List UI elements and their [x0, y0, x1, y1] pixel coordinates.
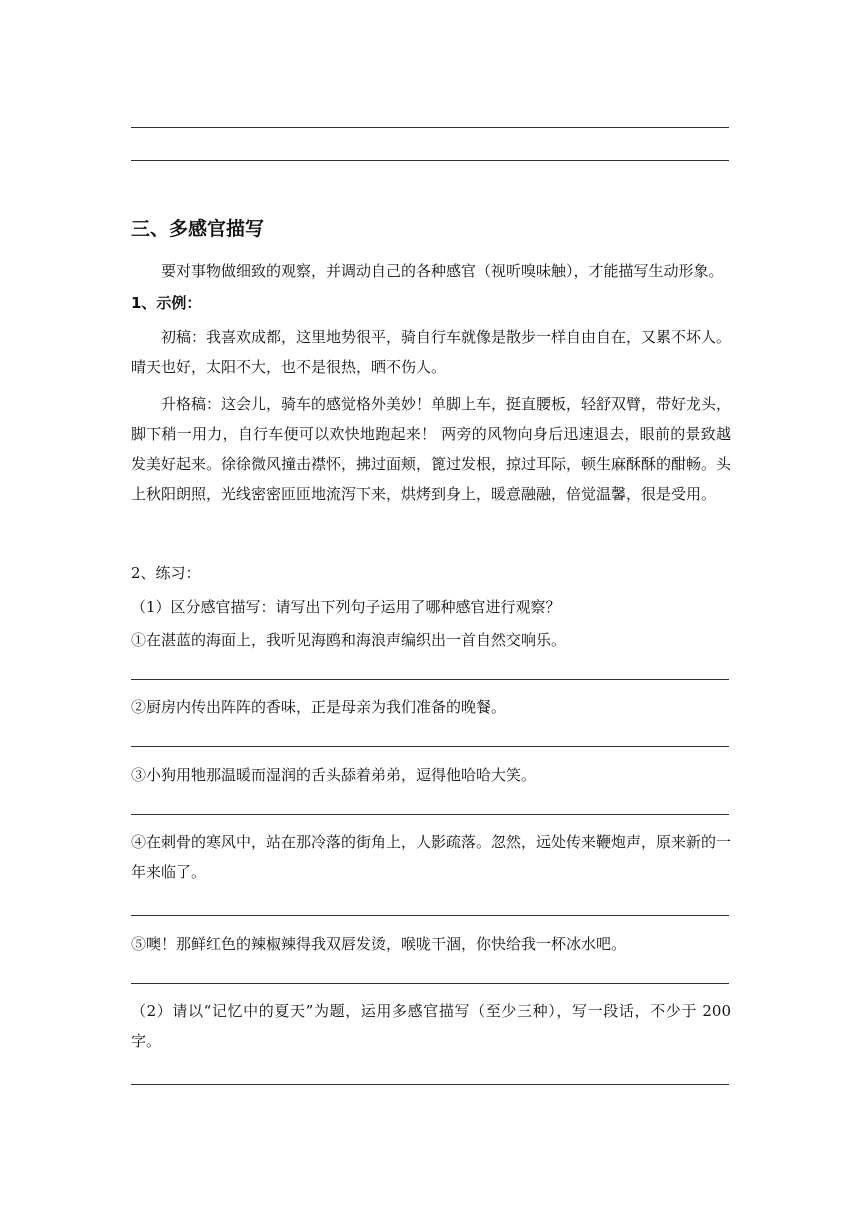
question-2-title: （2）请以“记忆中的夏天”为题，运用多感官描写（至少三种），写一段话，不少于 200 字。 [131, 1002, 731, 1050]
draft-paragraph: 初稿：我喜欢成都，这里地势很平，骑自行车就像是散步一样自由自在，又累不坏人。晴天也好，太阳不大，也不是很热，晒不伤人。 [131, 328, 732, 376]
answer-line [131, 127, 729, 128]
upgrade-paragraph: 升格稿：这会儿，骑车的感觉格外美妙！单脚上车，挺直腰板，轻舒双臂，带好龙头，脚下稍一用力，自行车便可以欢快地跑起来！ 两旁的风物向身后迅速退去，眼前的景致越发美好起来。徐徐微风撞击襟怀，拂过面颊，篦过发根，掠过耳际，顿生麻酥酥的酣畅。头上秋阳朗照，光线密密匝匝地流泻下来，烘烤到身上，暖意融融，倍觉温馨，很是受用。 [131, 395, 732, 503]
answer-line[interactable] [131, 746, 729, 747]
section-intro: 要对事物做细致的观察，并调动自己的各种感官（视听嗅味触），才能描写生动形象。 [161, 262, 724, 280]
answer-line[interactable] [131, 814, 729, 815]
question-item: ②厨房内传出阵阵的香味，正是母亲为我们准备的晚餐。 [131, 698, 507, 716]
answer-line [131, 160, 729, 161]
question-item: ①在湛蓝的海面上，我听见海鸥和海浪声编织出一首自然交响乐。 [131, 631, 567, 649]
question-1-title: （1）区分感官描写：请写出下列句子运用了哪种感官进行观察？ [131, 598, 561, 616]
question-item: ③小狗用牠那温暖而湿润的舌头舔着弟弟，逗得他哈哈大笑。 [131, 766, 537, 784]
answer-line[interactable] [131, 679, 729, 680]
example-label: 1、示例： [131, 294, 202, 312]
answer-line[interactable] [131, 1084, 729, 1085]
practice-label: 2、练习： [131, 564, 201, 582]
answer-line[interactable] [131, 983, 729, 984]
section-heading: 三、多感官描写 [131, 218, 265, 240]
question-item: ⑤噢！那鲜红色的辣椒辣得我双唇发烫，喉咙干涸，你快给我一杯冰水吧。 [131, 935, 627, 953]
question-item: ④在刺骨的寒风中，站在那冷落的街角上，人影疏落。忽然，远处传来鞭炮声，原来新的一年来临了。 [131, 833, 732, 881]
answer-line[interactable] [131, 915, 729, 916]
